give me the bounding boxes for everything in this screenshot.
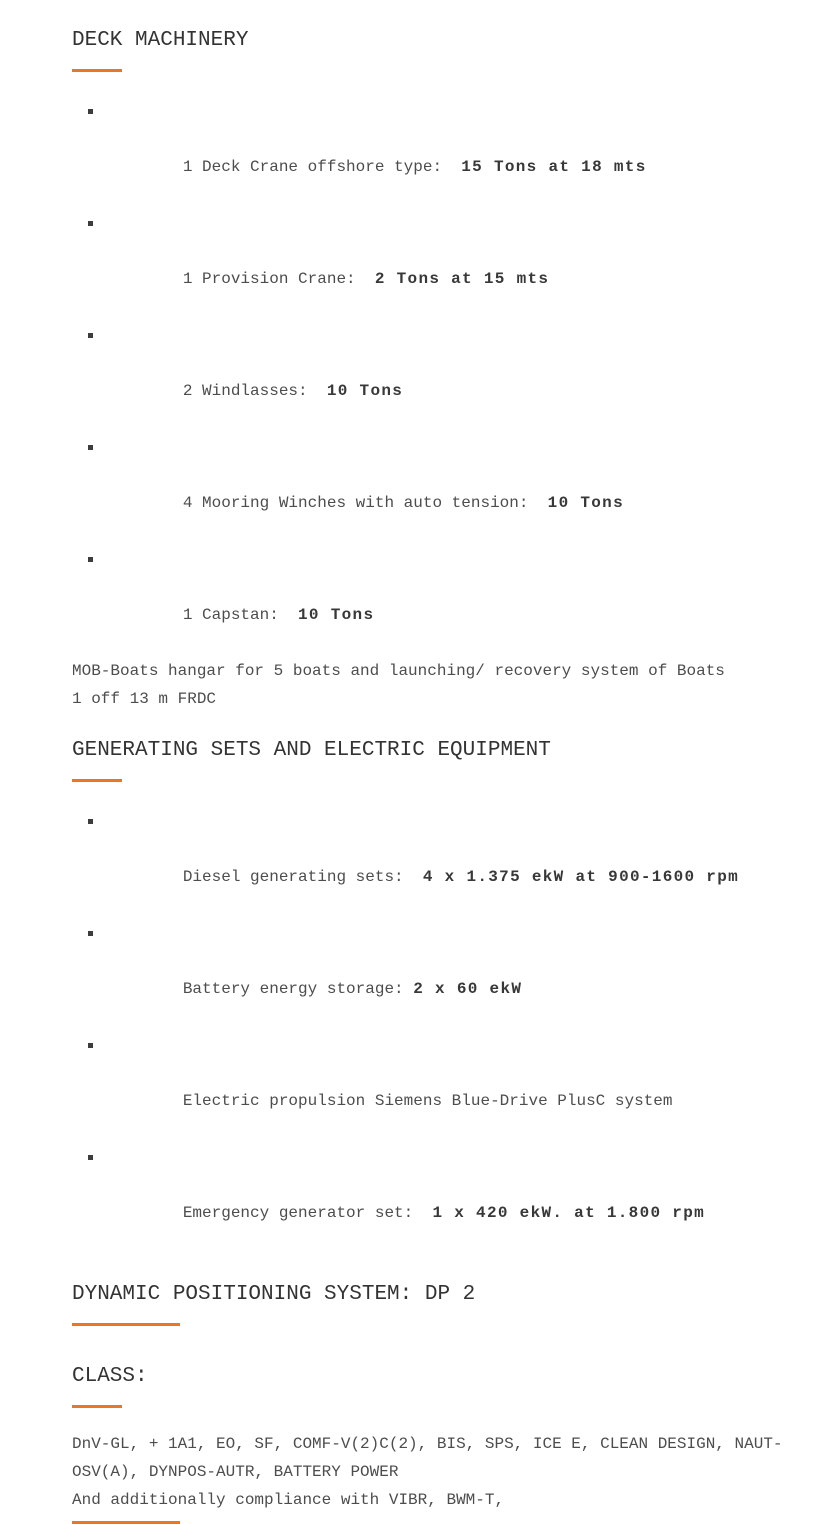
bullet-square-icon xyxy=(88,445,93,450)
item-text: Emergency generator set: xyxy=(182,1204,433,1222)
item-value: 15 Tons at 18 mts xyxy=(461,158,647,176)
item-text: Electric propulsion Siemens Blue-Drive PlusC system xyxy=(182,1092,673,1110)
item-value: 10 Tons xyxy=(326,382,404,400)
bullet-square-icon xyxy=(88,1155,93,1160)
bullet-square-icon xyxy=(88,221,93,226)
item-value: 4 x 1.375 ekW at 900-1600 rpm xyxy=(422,868,740,886)
accent-rule xyxy=(72,1405,122,1408)
list-item xyxy=(72,545,792,657)
accent-rule xyxy=(72,779,122,782)
bullet-square-icon xyxy=(88,1043,93,1048)
paragraph-class-notations: DnV-GL, + 1A1, EO, SF, COMF-V(2)C(2), BIS, SPS, ICE E, CLEAN DESIGN, NAUT-OSV(A), DYNPOS-AUTR, BATTERY POWER xyxy=(72,1435,783,1481)
item-text: 4 Mooring Winches with auto tension: xyxy=(182,494,548,512)
deck-machinery-list xyxy=(72,97,792,657)
section-class xyxy=(72,1366,792,1524)
list-item xyxy=(72,807,792,919)
section-title: GENERATING SETS AND ELECTRIC EQUIPMENT xyxy=(72,739,551,762)
section-title: DYNAMIC POSITIONING SYSTEM: DP 2 xyxy=(72,1283,476,1306)
generating-sets-list xyxy=(72,807,792,1255)
item-value: 2 x 60 ekW xyxy=(413,980,523,998)
list-item xyxy=(72,433,792,545)
section-deck-machinery xyxy=(72,30,792,713)
section-title: DECK MACHINERY xyxy=(72,29,249,52)
list-item xyxy=(72,1143,792,1255)
item-text: Battery energy storage: xyxy=(182,980,414,998)
item-text: 1 Provision Crane: xyxy=(182,270,375,288)
section-title: CLASS: xyxy=(72,1365,148,1388)
list-item xyxy=(72,919,792,1031)
bullet-square-icon xyxy=(88,819,93,824)
section-generating-sets xyxy=(72,740,792,1255)
item-text: 1 Deck Crane offshore type: xyxy=(182,158,462,176)
list-item xyxy=(72,209,792,321)
paragraph-class-additional: And additionally compliance with VIBR, BWM-T, xyxy=(72,1491,505,1509)
bullet-square-icon xyxy=(88,931,93,936)
paragraph-frdc: 1 off 13 m FRDC xyxy=(72,690,217,708)
item-value: 1 x 420 ekW. at 1.800 rpm xyxy=(432,1204,705,1222)
list-item xyxy=(72,321,792,433)
bullet-square-icon xyxy=(88,333,93,338)
item-value: 10 Tons xyxy=(298,606,375,624)
class-paragraphs xyxy=(72,1430,792,1514)
bullet-square-icon xyxy=(88,557,93,562)
list-item xyxy=(72,1031,792,1143)
accent-rule xyxy=(72,1323,180,1326)
bullet-square-icon xyxy=(88,109,93,114)
item-value: 10 Tons xyxy=(547,494,624,512)
accent-rule xyxy=(72,69,122,72)
item-text: 1 Capstan: xyxy=(182,606,299,624)
section-dynamic-positioning xyxy=(72,1284,792,1326)
list-item xyxy=(72,97,792,209)
item-text: Diesel generating sets: xyxy=(182,868,423,886)
item-value: 2 Tons at 15 mts xyxy=(374,270,550,288)
paragraph-mob-boats: MOB-Boats hangar for 5 boats and launching/ recovery system of Boats xyxy=(72,662,725,680)
item-text: 2 Windlasses: xyxy=(182,382,327,400)
